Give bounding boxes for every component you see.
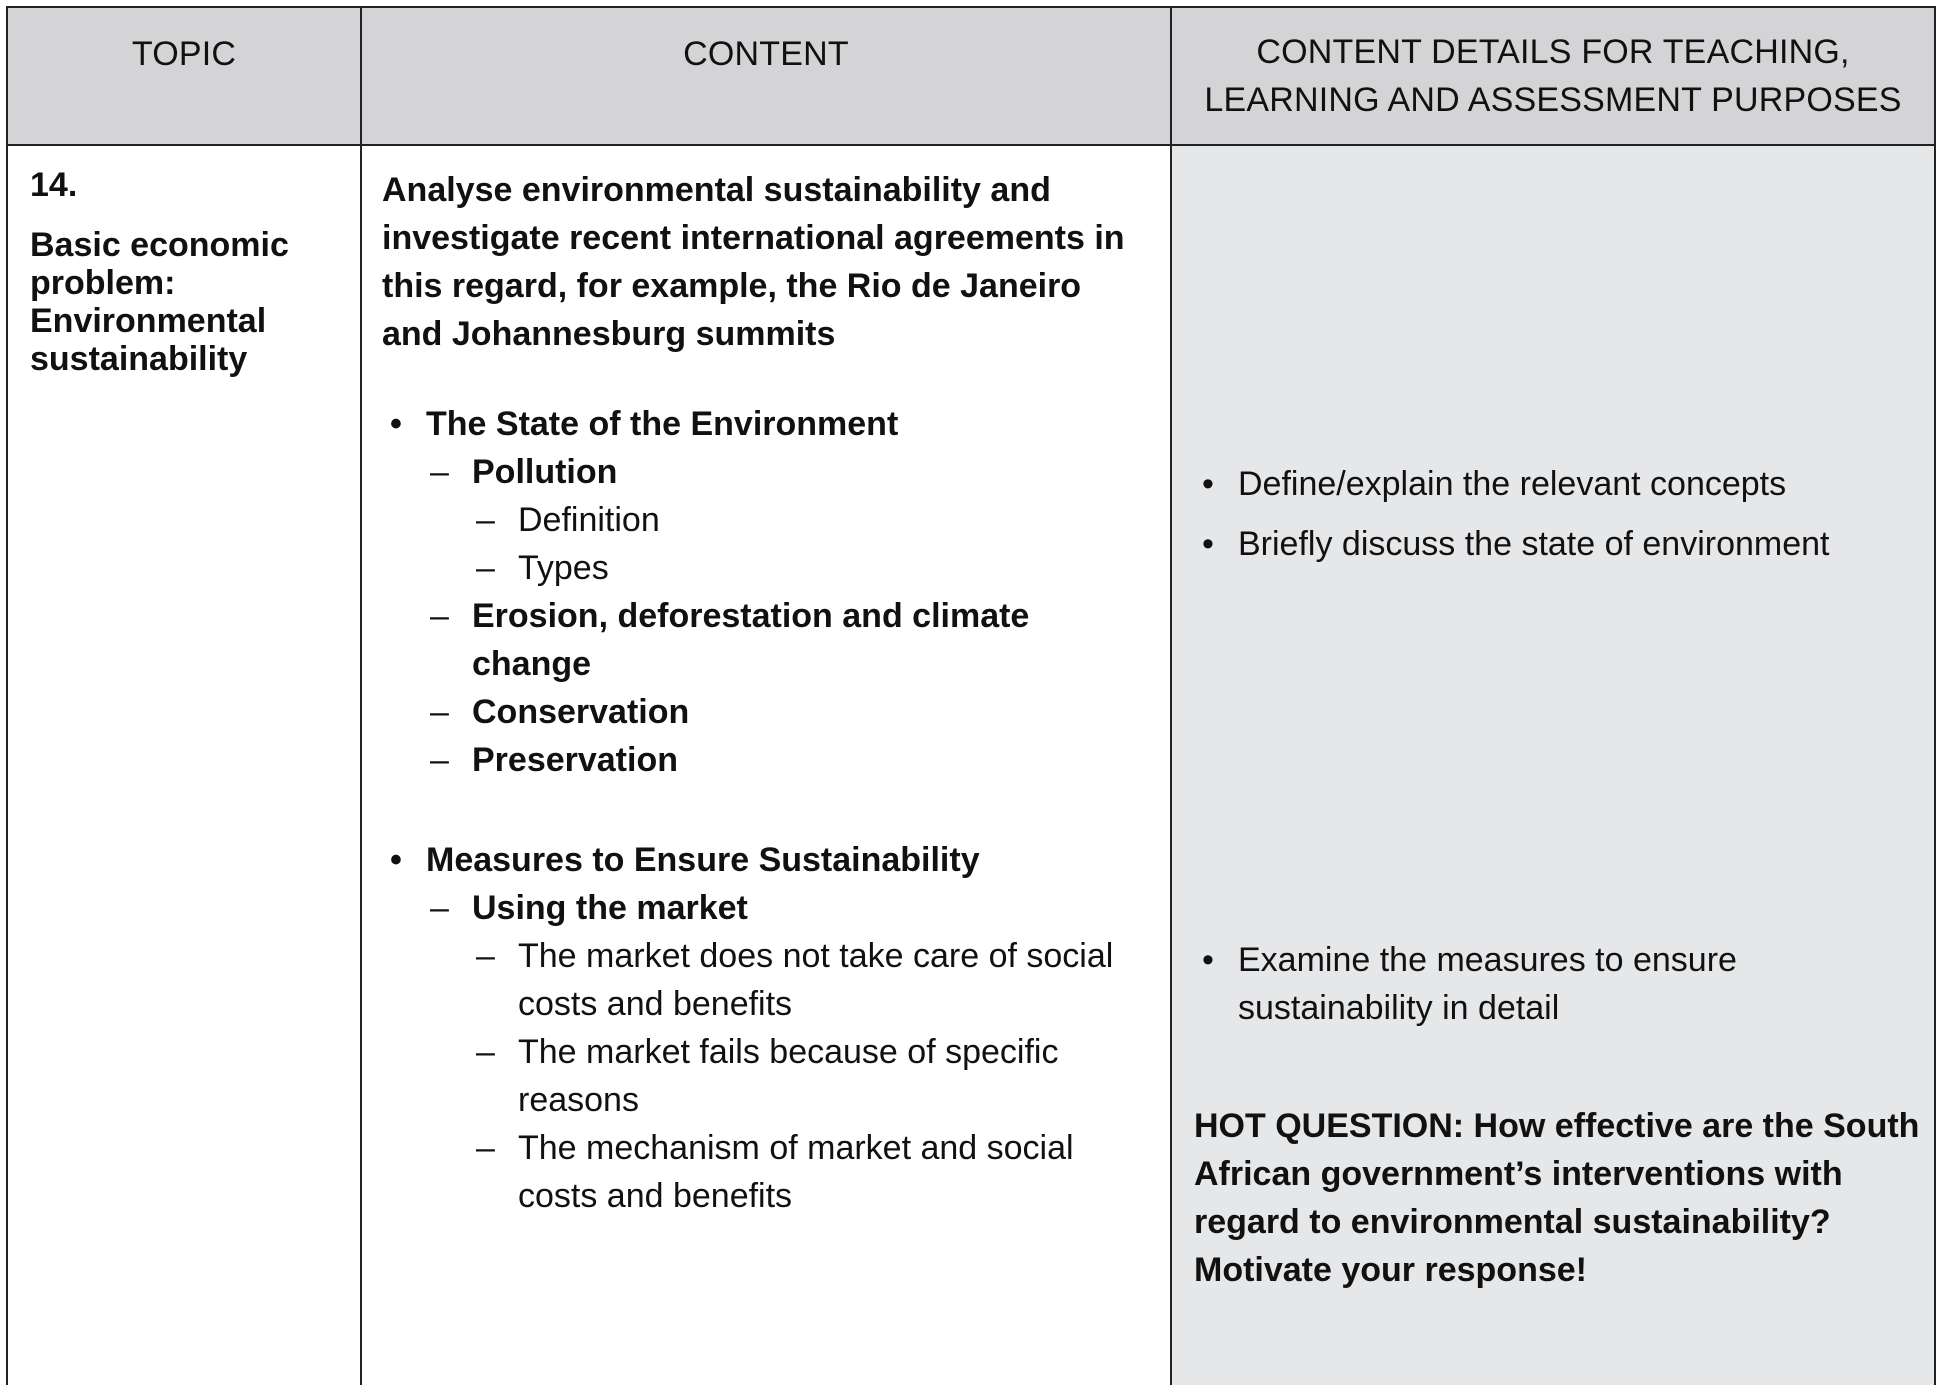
spacer xyxy=(382,784,1142,836)
header-details-line1: CONTENT DETAILS FOR TEACHING, xyxy=(1256,33,1850,71)
hot-question xyxy=(1194,1102,1924,1294)
content-intro: Analyse environmental sustainability and investigate recent international agreements in this regard, for example, the Rio de Janeiro and Johannesburg summits xyxy=(382,171,1125,353)
preservation-item: – Preservation xyxy=(382,736,1142,784)
topic-number: 14. xyxy=(30,166,78,204)
details-bullet-1: • Define/explain the relevant concepts xyxy=(1194,460,1934,508)
definition-item: – Definition xyxy=(382,496,1142,544)
topic-cell xyxy=(30,166,350,378)
column-divider-1 xyxy=(360,6,362,1385)
header-details-line2: LEARNING AND ASSESSMENT PURPOSES xyxy=(1204,81,1902,119)
market-item-1: – The market does not take care of social costs and benefits xyxy=(382,932,1142,1028)
header-topic: TOPIC xyxy=(131,35,237,73)
hot-question-text: HOT QUESTION: How effective are the South African government’s interventions with regard to environmental sustainability? Motivate your response! xyxy=(1194,1107,1920,1289)
details-bullet-3: • Examine the measures to ensure sustainability in detail xyxy=(1194,936,1934,1032)
state-of-environment-heading: • The State of the Environment xyxy=(382,400,1142,448)
erosion-item: – Erosion, deforestation and climate change xyxy=(382,592,1142,688)
pollution-item: – Pollution xyxy=(382,448,1142,496)
measures-heading: • Measures to Ensure Sustainability xyxy=(382,836,1142,884)
using-market-item: – Using the market xyxy=(382,884,1142,932)
content-cell xyxy=(382,166,1142,1220)
header-details xyxy=(1172,8,1934,144)
topic-title: Basic economic problem: Environmental sustainability xyxy=(30,226,289,378)
header-content: CONTENT xyxy=(683,35,849,73)
details-bullet-2: • Briefly discuss the state of environment xyxy=(1194,520,1934,568)
details-group-2 xyxy=(1194,936,1934,1044)
market-item-3: – The mechanism of market and social costs and benefits xyxy=(382,1124,1142,1220)
column-divider-2 xyxy=(1170,6,1172,1385)
market-item-2: – The market fails because of specific reasons xyxy=(382,1028,1142,1124)
header-divider xyxy=(6,144,1936,146)
details-group-1 xyxy=(1194,460,1934,580)
types-item: – Types xyxy=(382,544,1142,592)
conservation-item: – Conservation xyxy=(382,688,1142,736)
